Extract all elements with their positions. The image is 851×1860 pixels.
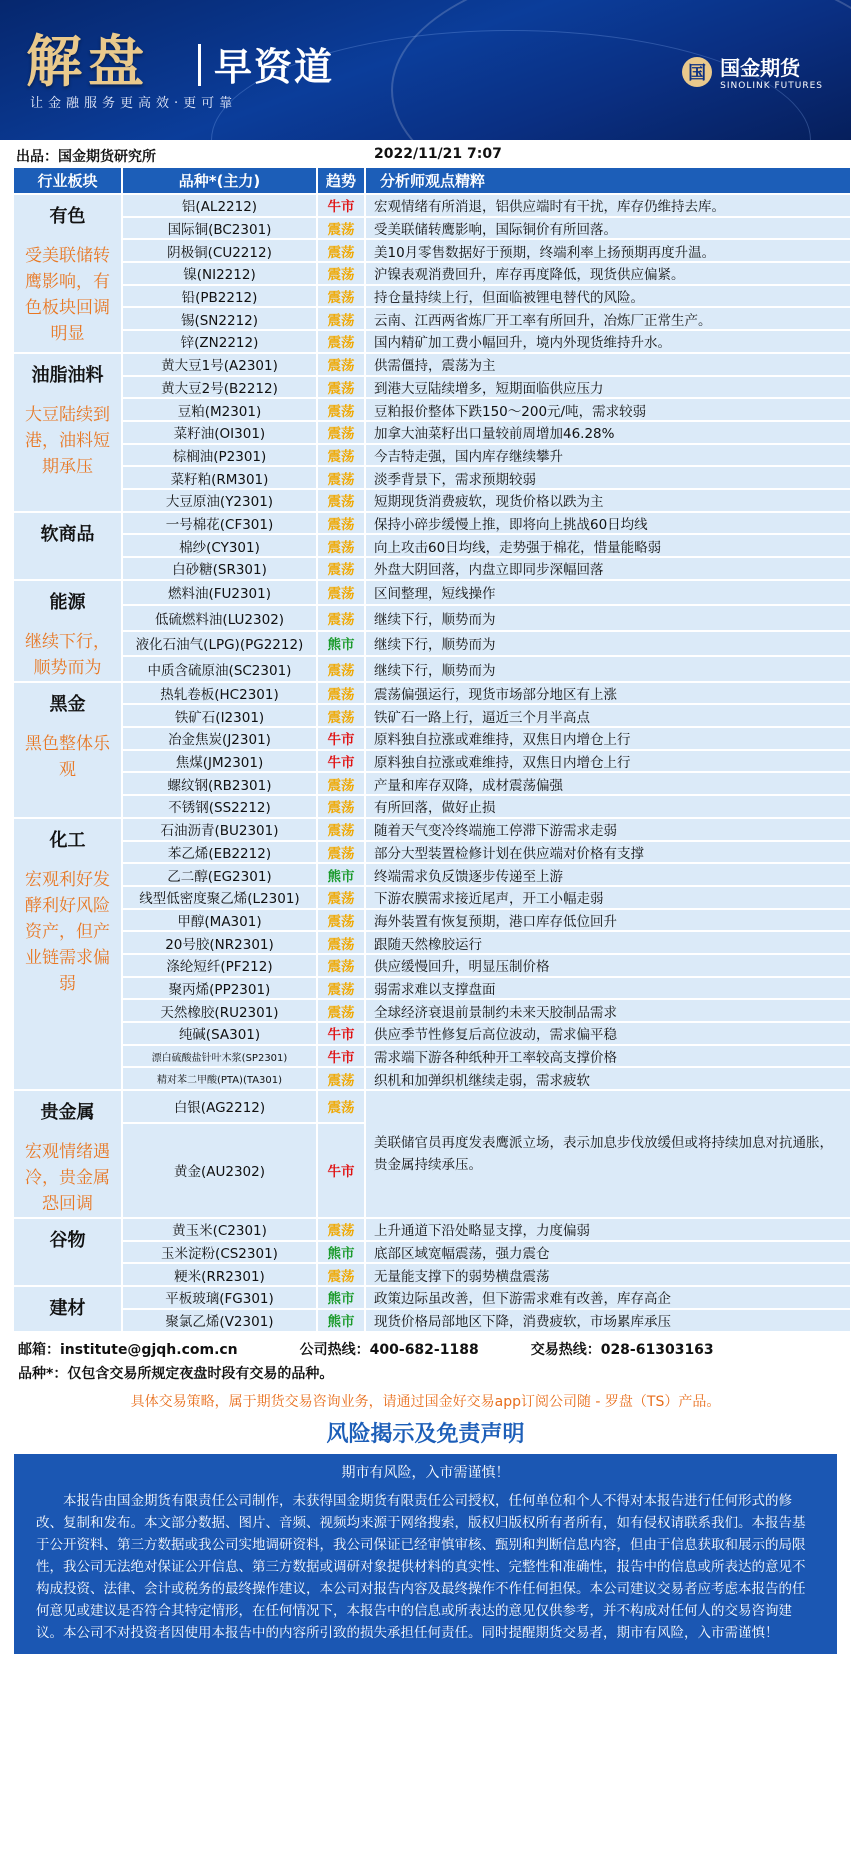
sector-cell xyxy=(14,194,122,353)
analyst-view-cell: 向上攻击60日均线，走势强于棉花，惜量能略弱 xyxy=(365,534,851,557)
trend-cell: 震荡 xyxy=(317,217,365,240)
trend-cell: 震荡 xyxy=(317,534,365,557)
table-row xyxy=(14,285,851,308)
logo-icon: 国 xyxy=(682,57,712,87)
analyst-view-cell: 受美联储转鹰影响，国际铜价有所回落。 xyxy=(365,217,851,240)
trend-cell: 震荡 xyxy=(317,330,365,353)
analyst-view-cell: 沪镍表观消费回升，库存再度降低，现货供应偏紧。 xyxy=(365,262,851,285)
banner-title: 解盘 xyxy=(26,29,150,95)
trend-cell: 震荡 xyxy=(317,682,365,705)
product-cell: 菜籽粕(RM301) xyxy=(122,466,317,489)
analyst-view-cell: 需求端下游各种纸种开工率较高支撑价格 xyxy=(365,1045,851,1068)
trend-cell: 震荡 xyxy=(317,931,365,954)
table-row xyxy=(14,727,851,750)
product-cell: 线型低密度聚乙烯(L2301) xyxy=(122,886,317,909)
analyst-view-cell: 豆粕报价整体下跌150～200元/吨，需求较弱 xyxy=(365,398,851,421)
sector-name: 有色 xyxy=(49,206,86,227)
analyst-view-cell: 持仓量持续上行，但面临被锂电替代的风险。 xyxy=(365,285,851,308)
product-cell: 中质含硫原油(SC2301) xyxy=(122,656,317,682)
analyst-view-cell: 全球经济衰退前景制约未来天胶制品需求 xyxy=(365,999,851,1022)
product-cell: 黄玉米(C2301) xyxy=(122,1218,317,1241)
risk-body: 本报告由国金期货有限责任公司制作，未获得国金期货有限责任公司授权，任何单位和个人不得对本报告进行任何形式的修改、复制和发布。本文部分数据、图片、音频、视频均来源于网络搜索，版权归版权所有者所有，如有侵权请联系我们。本报告基于公开资料、第三方数据或我公司实地调研资料，我公司保证已经审慎审核、甄别和判断信息内容，但由于信息获取和展示的局限性，我公司无法绝对保证公开信息、第三方数据或调研对象提供材料的真实性、完整性和准确性，报告中的信息或所表达的意见不构成投资、法律、会计或税务的最终操作建议，本公司对报告内容及最终操作不作任何担保。本公司建议交易者应考虑本报告的任何意见或建议是否符合其特定情形，在任何情况下，本报告中的信息或所表达的意见仅供参考，并不构成对任何人的交易咨询建议。本公司不对投资者因使用本报告中的内容所引致的损失承担任何责任。同时提醒期货交易者，期市有风险，入市需谨慎！ xyxy=(36,1492,806,1641)
table-row xyxy=(14,217,851,240)
trend-cell: 牛市 xyxy=(317,1123,365,1218)
trend-cell: 震荡 xyxy=(317,977,365,1000)
product-cell: 甲醇(MA301) xyxy=(122,909,317,932)
table-row xyxy=(14,909,851,932)
product-cell: 棉纱(CY301) xyxy=(122,534,317,557)
trend-cell: 熊市 xyxy=(317,1241,365,1264)
analyst-view-cell: 铁矿石一路上行，逼近三个月半高点 xyxy=(365,704,851,727)
table-row xyxy=(14,239,851,262)
table-row xyxy=(14,656,851,682)
table-row xyxy=(14,512,851,535)
sector-name: 黑金 xyxy=(49,693,86,715)
analyst-view-cell: 跟随天然橡胶运行 xyxy=(365,931,851,954)
sector-cell xyxy=(14,818,122,1090)
sector-name: 谷物 xyxy=(49,1230,86,1252)
table-row xyxy=(14,1022,851,1045)
product-cell: 聚氯乙烯(V2301) xyxy=(122,1309,317,1332)
table-row xyxy=(14,631,851,657)
trend-cell: 熊市 xyxy=(317,863,365,886)
trend-cell: 震荡 xyxy=(317,353,365,376)
report-meta xyxy=(0,140,851,168)
analyst-view-cell: 现货价格局部地区下降，消费疲软，市场累库承压 xyxy=(365,1309,851,1332)
product-cell: 铝(AL2212) xyxy=(122,194,317,217)
table-row xyxy=(14,421,851,444)
col-trend: 趋势 xyxy=(317,168,365,194)
table-row xyxy=(14,353,851,376)
trend-cell: 震荡 xyxy=(317,605,365,631)
analyst-view-cell: 国内精矿加工费小幅回升，境内外现货维持升水。 xyxy=(365,330,851,353)
product-cell: 焦煤(JM2301) xyxy=(122,750,317,773)
product-cell: 豆粕(M2301) xyxy=(122,398,317,421)
analyst-view-cell: 随着天气变冷终端施工停滞下游需求走弱 xyxy=(365,818,851,841)
analyst-view-cell: 海外装置有恢复预期，港口库存低位回升 xyxy=(365,909,851,932)
table-row xyxy=(14,1309,851,1332)
product-cell: 棕榈油(P2301) xyxy=(122,444,317,467)
trend-cell: 震荡 xyxy=(317,285,365,308)
table-row xyxy=(14,1045,851,1068)
sector-cell xyxy=(14,512,122,580)
table-row xyxy=(14,307,851,330)
market-table xyxy=(14,168,851,1333)
sector-summary: 大豆陆续到港，油料短期承压 xyxy=(25,404,110,477)
analyst-view-cell: 弱需求难以支撑盘面 xyxy=(365,977,851,1000)
table-row xyxy=(14,444,851,467)
analyst-view-cell: 原料独自拉涨或难维持，双焦日内增仓上行 xyxy=(365,750,851,773)
table-row xyxy=(14,1286,851,1309)
table-row xyxy=(14,999,851,1022)
product-cell: 锡(SN2212) xyxy=(122,307,317,330)
sector-name: 油脂油料 xyxy=(31,364,104,386)
table-row xyxy=(14,977,851,1000)
product-cell: 白砂糖(SR301) xyxy=(122,557,317,580)
analyst-view-cell: 供应季节性修复后高位波动，需求偏平稳 xyxy=(365,1022,851,1045)
table-row xyxy=(14,1241,851,1264)
trend-cell: 震荡 xyxy=(317,999,365,1022)
risk-title: 风险揭示及免责声明 xyxy=(326,1421,525,1447)
product-cell: 涤纶短纤(PF212) xyxy=(122,954,317,977)
trend-cell: 震荡 xyxy=(317,307,365,330)
analyst-view-cell: 织机和加弹织机继续走弱，需求疲软 xyxy=(365,1067,851,1090)
trend-cell: 震荡 xyxy=(317,656,365,682)
product-cell: 天然橡胶(RU2301) xyxy=(122,999,317,1022)
analyst-view-cell: 短期现货消费疲软，现货价格以跌为主 xyxy=(365,489,851,512)
trend-cell: 震荡 xyxy=(317,421,365,444)
table-row xyxy=(14,795,851,818)
trend-cell: 熊市 xyxy=(317,1309,365,1332)
sector-summary: 继续下行，顺势而为 xyxy=(25,631,110,678)
trend-cell: 震荡 xyxy=(317,262,365,285)
sector-summary: 受美联储转鹰影响，有色板块回调明显 xyxy=(25,246,110,344)
table-row xyxy=(14,557,851,580)
analyst-view-cell: 有所回落，做好止损 xyxy=(365,795,851,818)
logo-name-en: SINOLINK FUTURES xyxy=(720,81,823,91)
product-cell: 纯碱(SA301) xyxy=(122,1022,317,1045)
trend-cell: 牛市 xyxy=(317,727,365,750)
product-cell: 乙二醇(EG2301) xyxy=(122,863,317,886)
analyst-view-cell: 产量和库存双降，成材震荡偏强 xyxy=(365,772,851,795)
product-cell: 大豆原油(Y2301) xyxy=(122,489,317,512)
sector-cell xyxy=(14,353,122,512)
trend-cell: 震荡 xyxy=(317,772,365,795)
col-product: 品种*(主力) xyxy=(122,168,317,194)
banner-subtitle: 早资道 xyxy=(214,45,335,89)
analyst-view-cell: 原料独自拉涨或难维持，双焦日内增仓上行 xyxy=(365,727,851,750)
table-row xyxy=(14,1218,851,1241)
product-cell: 铁矿石(I2301) xyxy=(122,704,317,727)
trend-cell: 震荡 xyxy=(317,954,365,977)
product-cell: 国际铜(BC2301) xyxy=(122,217,317,240)
table-row xyxy=(14,682,851,705)
product-cell: 燃料油(FU2301) xyxy=(122,580,317,606)
banner-slogan: 让金融服务更高效·更可靠 xyxy=(30,96,238,111)
analyst-view-cell: 终端需求负反馈逐步传递至上游 xyxy=(365,863,851,886)
table-row xyxy=(14,1263,851,1286)
table-header-row xyxy=(14,168,851,194)
product-cell: 20号胶(NR2301) xyxy=(122,931,317,954)
table-row xyxy=(14,1067,851,1090)
sector-name: 贵金属 xyxy=(40,1102,95,1124)
trend-cell: 震荡 xyxy=(317,704,365,727)
product-cell: 热轧卷板(HC2301) xyxy=(122,682,317,705)
product-cell: 平板玻璃(FG301) xyxy=(122,1286,317,1309)
night-session-note: 品种*：仅包含交易所规定夜盘时段有交易的品种。 xyxy=(18,1365,334,1382)
product-cell: 螺纹钢(RB2301) xyxy=(122,772,317,795)
product-cell: 石油沥青(BU2301) xyxy=(122,818,317,841)
sector-summary: 黑色整体乐观 xyxy=(25,733,110,780)
analyst-view-cell: 供需僵持，震荡为主 xyxy=(365,353,851,376)
table-row xyxy=(14,262,851,285)
product-cell: 不锈钢(SS2212) xyxy=(122,795,317,818)
product-cell: 黄大豆2号(B2212) xyxy=(122,376,317,399)
product-cell: 菜籽油(OI301) xyxy=(122,421,317,444)
product-cell: 阴极铜(CU2212) xyxy=(122,239,317,262)
trend-cell: 牛市 xyxy=(317,1022,365,1045)
col-sector: 行业板块 xyxy=(14,168,122,194)
trend-cell: 震荡 xyxy=(317,376,365,399)
trend-cell: 震荡 xyxy=(317,1067,365,1090)
trend-cell: 震荡 xyxy=(317,466,365,489)
trend-cell: 震荡 xyxy=(317,1263,365,1286)
product-cell: 白银(AG2212) xyxy=(122,1090,317,1123)
trend-cell: 震荡 xyxy=(317,239,365,262)
trend-cell: 震荡 xyxy=(317,512,365,535)
sector-cell xyxy=(14,1090,122,1218)
sector-cell xyxy=(14,1286,122,1331)
analyst-view-cell: 保持小碎步缓慢上推，即将向上挑战60日均线 xyxy=(365,512,851,535)
analyst-view-cell: 外盘大阴回落，内盘立即同步深幅回落 xyxy=(365,557,851,580)
sector-summary: 宏观利好发酵利好风险资产，但产业链需求偏弱 xyxy=(25,869,110,994)
table-row xyxy=(14,772,851,795)
trend-cell: 震荡 xyxy=(317,580,365,606)
analyst-view-cell: 政策边际虽改善，但下游需求难有改善，库存高企 xyxy=(365,1286,851,1309)
table-row xyxy=(14,580,851,606)
trend-cell: 震荡 xyxy=(317,398,365,421)
contact-email: 邮箱：institute@gjqh.com.cn xyxy=(18,1341,238,1358)
sector-cell xyxy=(14,682,122,818)
trend-cell: 震荡 xyxy=(317,1090,365,1123)
product-cell: 低硫燃料油(LU2302) xyxy=(122,605,317,631)
analyst-view-cell: 供应缓慢回升，明显压制价格 xyxy=(365,954,851,977)
table-row xyxy=(14,886,851,909)
analyst-view-cell: 无量能支撑下的弱势横盘震荡 xyxy=(365,1263,851,1286)
table-row xyxy=(14,534,851,557)
risk-head: 期市有风险，入市需谨慎！ xyxy=(341,1464,510,1481)
table-row xyxy=(14,931,851,954)
product-cell: 液化石油气(LPG)(PG2212) xyxy=(122,631,317,657)
publisher: 出品：国金期货研究所 xyxy=(16,149,156,165)
analyst-view-cell: 宏观情绪有所消退，铝供应端时有干扰，库存仍维持去库。 xyxy=(365,194,851,217)
trend-cell: 震荡 xyxy=(317,841,365,864)
table-row xyxy=(14,605,851,631)
table-row xyxy=(14,194,851,217)
analyst-view-cell: 底部区域宽幅震荡，强力震仓 xyxy=(365,1241,851,1264)
table-row xyxy=(14,704,851,727)
product-cell: 精对苯二甲酸(PTA)(TA301) xyxy=(122,1067,317,1090)
contact-row xyxy=(0,1337,851,1361)
sector-name: 化工 xyxy=(49,829,86,851)
trend-cell: 震荡 xyxy=(317,1218,365,1241)
product-cell: 漂白硫酸盐针叶木浆(SP2301) xyxy=(122,1045,317,1068)
analyst-view-cell: 继续下行，顺势而为 xyxy=(365,631,851,657)
table-row xyxy=(14,954,851,977)
trend-cell: 熊市 xyxy=(317,1286,365,1309)
table-row xyxy=(14,330,851,353)
col-view: 分析师观点精粹 xyxy=(365,168,851,194)
analyst-view-cell: 震荡偏强运行，现货市场部分地区有上涨 xyxy=(365,682,851,705)
analyst-view-cell: 区间整理，短线操作 xyxy=(365,580,851,606)
company-hotline: 公司热线：400-682-1188 xyxy=(299,1341,479,1358)
product-cell: 聚丙烯(PP2301) xyxy=(122,977,317,1000)
sector-name: 软商品 xyxy=(40,523,95,545)
table-row xyxy=(14,818,851,841)
trend-cell: 牛市 xyxy=(317,750,365,773)
trade-hotline: 交易热线：028-61303163 xyxy=(530,1341,714,1358)
trend-cell: 震荡 xyxy=(317,444,365,467)
product-cell: 锌(ZN2212) xyxy=(122,330,317,353)
analyst-view-cell: 今吉特走强，国内库存继续攀升 xyxy=(365,444,851,467)
table-row xyxy=(14,1090,851,1123)
trend-cell: 震荡 xyxy=(317,909,365,932)
analyst-view-cell: 美联储官员再度发表鹰派立场，表示加息步伐放缓但或将持续加息对抗通胀，贵金属持续承压。 xyxy=(365,1090,851,1218)
table-row xyxy=(14,489,851,512)
analyst-view-cell: 下游农膜需求接近尾声，开工小幅走弱 xyxy=(365,886,851,909)
risk-box xyxy=(14,1454,837,1654)
sector-name: 能源 xyxy=(49,591,86,613)
sector-name: 建材 xyxy=(49,1298,86,1320)
trend-cell: 熊市 xyxy=(317,631,365,657)
product-cell: 一号棉花(CF301) xyxy=(122,512,317,535)
analyst-view-cell: 继续下行，顺势而为 xyxy=(365,605,851,631)
analyst-view-cell: 到港大豆陆续增多，短期面临供应压力 xyxy=(365,376,851,399)
banner-divider xyxy=(198,44,201,86)
company-logo xyxy=(682,52,823,91)
sector-cell xyxy=(14,1218,122,1286)
trend-cell: 震荡 xyxy=(317,557,365,580)
analyst-view-cell: 云南、江西两省炼厂开工率有所回升，冶炼厂正常生产。 xyxy=(365,307,851,330)
trend-cell: 震荡 xyxy=(317,818,365,841)
table-row xyxy=(14,863,851,886)
report-banner xyxy=(0,0,851,140)
table-row xyxy=(14,398,851,421)
promo-note: 具体交易策略，属于期货交易咨询业务，请通过国金好交易app订阅公司随 - 罗盘（TS）产品。 xyxy=(130,1393,721,1410)
trend-cell: 牛市 xyxy=(317,194,365,217)
table-row xyxy=(14,841,851,864)
product-cell: 玉米淀粉(CS2301) xyxy=(122,1241,317,1264)
product-cell: 冶金焦炭(J2301) xyxy=(122,727,317,750)
analyst-view-cell: 淡季背景下，需求预期较弱 xyxy=(365,466,851,489)
trend-cell: 牛市 xyxy=(317,1045,365,1068)
report-date: 2022/11/21 7:07 xyxy=(374,146,502,162)
product-cell: 铅(PB2212) xyxy=(122,285,317,308)
analyst-view-cell: 美10月零售数据好于预期，终端利率上扬预期再度升温。 xyxy=(365,239,851,262)
sector-summary: 宏观情绪遇冷，贵金属恐回调 xyxy=(25,1142,110,1215)
table-row xyxy=(14,750,851,773)
analyst-view-cell: 上升通道下沿处略显支撑，力度偏弱 xyxy=(365,1218,851,1241)
sector-cell xyxy=(14,580,122,682)
trend-cell: 震荡 xyxy=(317,489,365,512)
analyst-view-cell: 加拿大油菜籽出口量较前周增加46.28% xyxy=(365,421,851,444)
trend-cell: 震荡 xyxy=(317,886,365,909)
trend-cell: 震荡 xyxy=(317,795,365,818)
product-cell: 黄金(AU2302) xyxy=(122,1123,317,1218)
product-cell: 黄大豆1号(A2301) xyxy=(122,353,317,376)
logo-name-cn: 国金期货 xyxy=(720,56,801,80)
note-row xyxy=(0,1361,851,1385)
table-row xyxy=(14,466,851,489)
product-cell: 粳米(RR2301) xyxy=(122,1263,317,1286)
analyst-view-cell: 继续下行，顺势而为 xyxy=(365,656,851,682)
table-row xyxy=(14,376,851,399)
product-cell: 镍(NI2212) xyxy=(122,262,317,285)
analyst-view-cell: 部分大型装置检修计划在供应端对价格有支撑 xyxy=(365,841,851,864)
product-cell: 苯乙烯(EB2212) xyxy=(122,841,317,864)
